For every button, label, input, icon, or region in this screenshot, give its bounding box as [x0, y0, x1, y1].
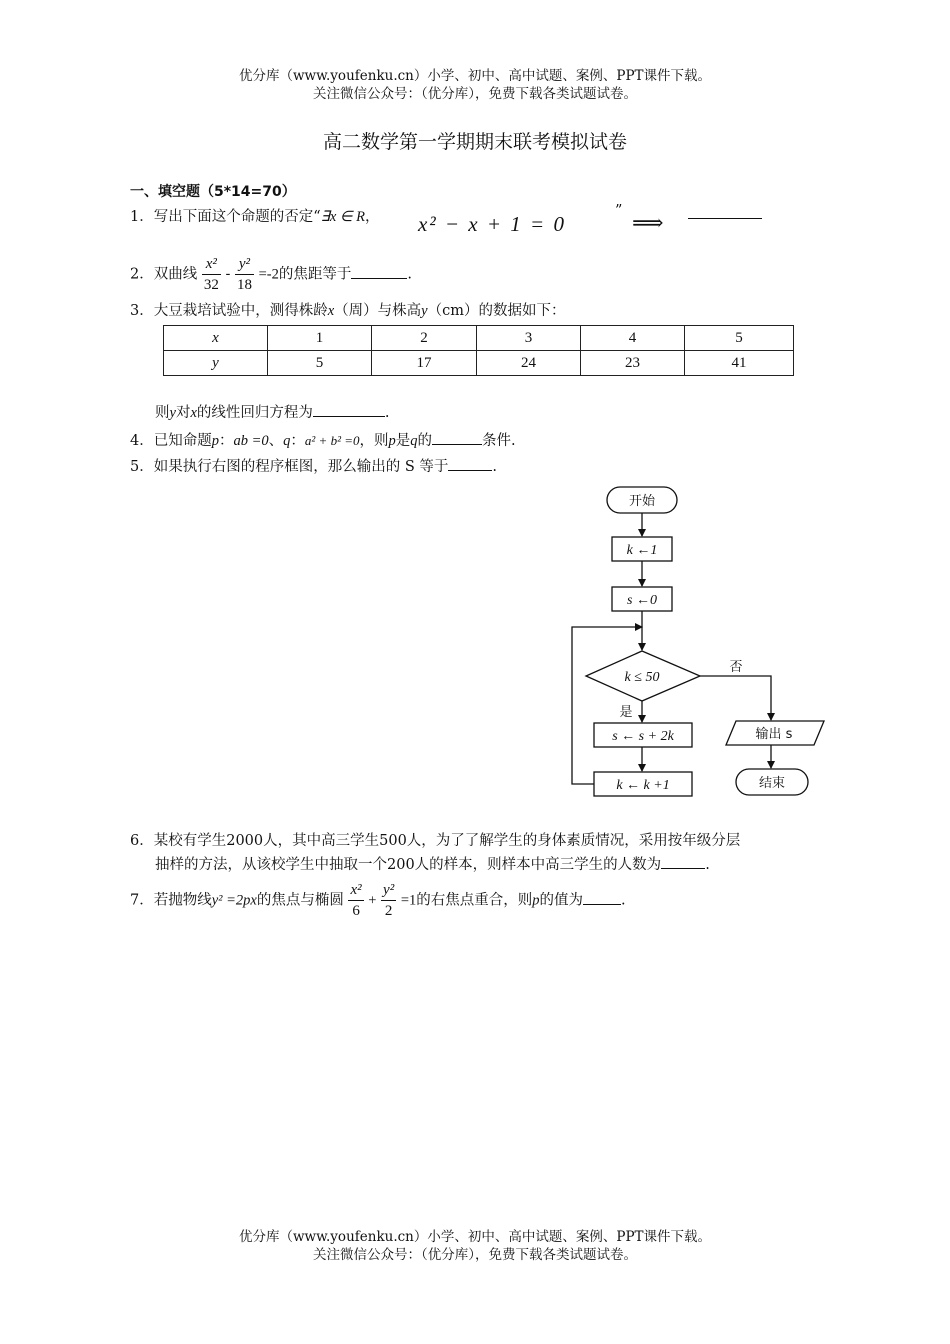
q4-var-p2: p	[388, 433, 396, 449]
q4-math-2: a² + b² =0	[304, 433, 360, 448]
q1-answer-blank	[688, 218, 762, 219]
page-title: 高二数学第一学期期末联考模拟试卷	[322, 131, 627, 153]
q7-plus: +	[368, 892, 377, 909]
q3-followup	[155, 401, 389, 422]
q7-text-2: 的焦点与椭圆	[256, 892, 344, 909]
q7-fraction-2	[381, 880, 396, 921]
q7-parabola-eq: y² =2px	[211, 892, 257, 909]
page-header	[0, 67, 950, 103]
q3-after-3: 的线性回归方程为	[196, 405, 313, 421]
question-7	[130, 880, 626, 921]
question-3	[130, 299, 565, 320]
q4-var-p: p	[211, 433, 219, 449]
q2-text-2: 的焦距等于	[278, 266, 352, 283]
table-cell: 17	[372, 351, 477, 376]
q3-end: .	[384, 405, 390, 421]
footer-line-2: 关注微信公众号：（优分库），免费下载各类试题试卷。	[313, 1247, 637, 1263]
q7-frac2-den: 2	[384, 903, 393, 919]
q5-end: .	[492, 459, 497, 475]
table-cell: x	[164, 326, 268, 351]
q3-var-y: y	[421, 303, 428, 319]
q7-var-p: p	[532, 892, 540, 909]
q6-end: .	[705, 857, 710, 873]
q1-number: 1．	[130, 209, 154, 225]
q3-var-x: x	[327, 303, 335, 319]
q7-frac1-den: 6	[352, 903, 360, 919]
q1-close-quote: ”	[615, 203, 623, 219]
q2-fraction-2	[235, 254, 254, 295]
q1-comma: ，	[365, 209, 380, 225]
q7-text-4: 的值为	[539, 892, 583, 909]
q7-end: .	[621, 892, 626, 909]
q6-answer-blank	[661, 854, 705, 869]
q2-frac1-den: 32	[203, 277, 219, 293]
q4-number: 4．	[130, 433, 154, 449]
q2-answer-blank	[351, 264, 407, 279]
q3-after-y: y	[169, 405, 176, 421]
table-cell: 3	[477, 326, 581, 351]
q2-rhs: =-2	[258, 266, 279, 283]
q3-mid-2: （cm）的数据如下：	[427, 303, 566, 319]
q4-var-q: q	[283, 433, 291, 449]
program-flowchart	[560, 480, 840, 800]
q4-answer-blank	[432, 430, 482, 445]
q7-answer-blank	[583, 890, 621, 905]
q6-line-2: 抽样的方法，从该校学生中抽取一个200人的样本，则样本中高三学生的人数为	[155, 857, 662, 873]
question-6	[130, 829, 740, 850]
page-footer	[0, 1228, 950, 1264]
q2-frac1-num: x²	[202, 254, 221, 275]
q1-equation	[418, 212, 566, 237]
q4-math-1: ab =0	[233, 433, 269, 449]
question-5	[130, 455, 497, 476]
q5-text: 如果执行右图的程序框图，那么输出的 S 等于	[153, 459, 449, 475]
table-cell: 24	[477, 351, 581, 376]
q3-answer-blank	[313, 402, 385, 417]
q4-sep: 、	[268, 433, 284, 449]
header-line-1: 优分库（www.youfenku.cn）小学、初中、高中试题、案例、PPT课件下载。	[238, 68, 712, 84]
q2-text-1: 双曲线	[153, 266, 198, 283]
flow-condition-label: k ≤ 50	[624, 670, 660, 685]
question-4	[130, 429, 516, 450]
q7-text-1: 若抛物线	[153, 892, 212, 909]
question-1	[130, 205, 380, 226]
flow-update-s-label: s ← s + 2k	[612, 729, 674, 744]
table-cell: 2	[372, 326, 477, 351]
q4-var-q2: q	[410, 433, 418, 449]
q3-text: 大豆栽培试验中，测得株龄	[153, 303, 328, 319]
question-2	[130, 254, 412, 295]
flow-end-label: 结束	[758, 776, 786, 791]
q7-frac2-num: y²	[381, 880, 396, 901]
table-cell: 4	[581, 326, 685, 351]
flow-no-label: 否	[729, 660, 743, 675]
q3-after-1: 则	[155, 405, 170, 421]
q1-quantifier: ∃x ∈ R	[320, 209, 365, 225]
q2-frac2-den: 18	[236, 277, 252, 293]
q6-line-1: 某校有学生2000人，其中高三学生500人，为了了解学生的身体素质情况，采用按年级分层	[153, 833, 741, 849]
q7-frac1-num: x²	[348, 880, 363, 901]
q5-number: 5．	[130, 459, 154, 475]
q1-text: 写出下面这个命题的否定“	[153, 209, 321, 225]
header-line-2: 关注微信公众号：（优分库），免费下载各类试题试卷。	[313, 86, 637, 102]
flow-start-label: 开始	[628, 494, 656, 509]
q4-end: .	[511, 433, 516, 449]
flow-output-label: 输出 s	[755, 727, 793, 742]
q4-text-2: ，则	[359, 433, 389, 449]
q4-text-1: 已知命题	[153, 433, 212, 449]
q2-fraction-1	[202, 254, 221, 295]
flow-init-s-label: s ←0	[627, 593, 657, 608]
data-table	[163, 325, 794, 376]
q3-after-2: 对	[175, 405, 191, 421]
flow-yes-label: 是	[619, 705, 633, 720]
q3-number: 3．	[130, 303, 154, 319]
table-cell: 41	[685, 351, 794, 376]
flow-init-k-label: k ←1	[626, 543, 658, 558]
q7-text-3: 的右焦点重合，则	[416, 892, 533, 909]
q4-text-3: 是	[395, 433, 411, 449]
q1-math: x² − x + 1 = 0	[418, 212, 566, 236]
q2-number: 2．	[130, 266, 154, 283]
q4-colon-2: ：	[290, 433, 305, 449]
q2-minus: -	[225, 266, 231, 283]
section-heading: 一、填空题（5*14=70）	[130, 184, 296, 200]
question-6-cont	[155, 853, 710, 874]
q4-text-4: 的	[417, 433, 432, 449]
q7-rhs: =1	[400, 892, 417, 909]
table-cell: 23	[581, 351, 685, 376]
q7-fraction-1	[348, 880, 363, 921]
table-row-x	[164, 326, 794, 351]
q2-frac2-num: y²	[235, 254, 254, 275]
q5-answer-blank	[448, 456, 492, 471]
table-cell: 5	[268, 351, 372, 376]
flow-update-k-label: k ← k +1	[616, 778, 670, 793]
q4-text-5: 条件	[482, 433, 511, 449]
table-cell: y	[164, 351, 268, 376]
table-cell: 5	[685, 326, 794, 351]
table-cell: 1	[268, 326, 372, 351]
q6-number: 6．	[130, 833, 154, 849]
q4-colon: ：	[218, 433, 234, 449]
q3-after-x: x	[190, 405, 197, 421]
table-row-y	[164, 351, 794, 376]
q1-implies-arrow: ⟹	[632, 211, 664, 236]
q3-mid-1: （周）与株高	[334, 303, 422, 319]
q2-end: .	[407, 266, 412, 283]
footer-line-1: 优分库（www.youfenku.cn）小学、初中、高中试题、案例、PPT课件下载。	[238, 1229, 712, 1245]
q7-number: 7．	[130, 892, 154, 909]
